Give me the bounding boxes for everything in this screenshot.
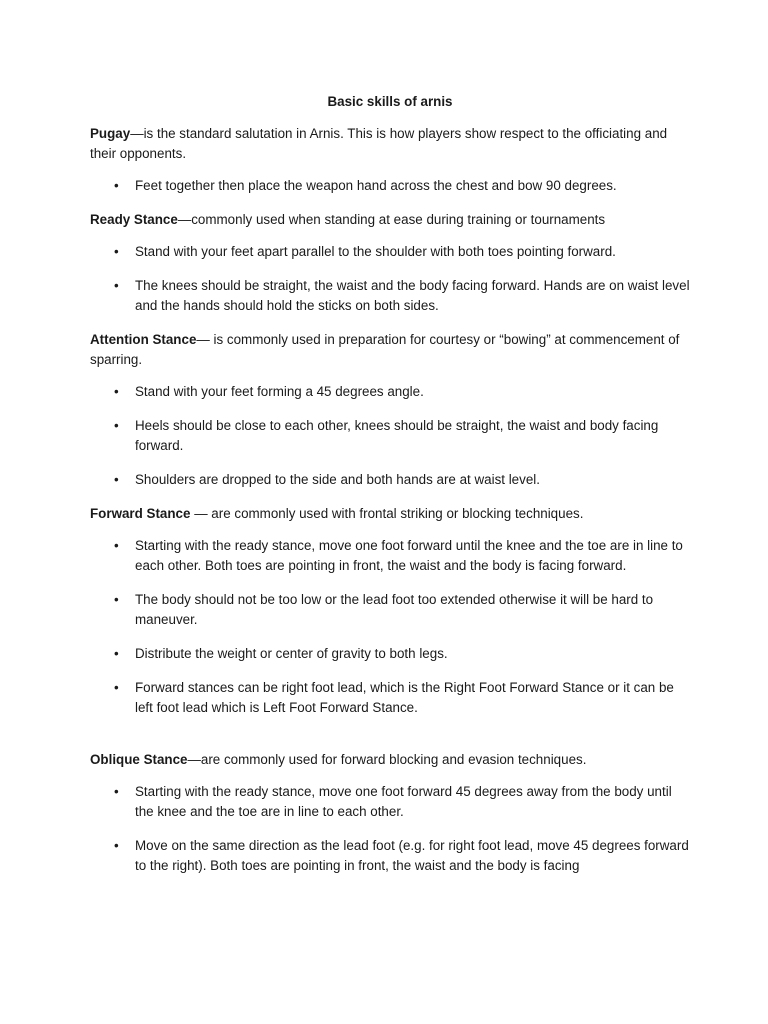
section-ready-stance: [90, 210, 690, 230]
bullet-text: Distribute the weight or center of gravity to both legs.: [135, 646, 448, 661]
bullet-text: Stand with your feet forming a 45 degrees angle.: [135, 384, 424, 399]
bullet-text: The knees should be straight, the waist and the body facing forward. Hands are on waist level and the hands should hold the sticks on both sides.: [135, 278, 690, 313]
list-item: [90, 782, 690, 822]
bullet-icon: •: [114, 178, 119, 193]
list-item: [90, 678, 690, 718]
bullet-icon: •: [114, 418, 119, 433]
definition-forward-stance: — are commonly used with frontal striking or blocking techniques.: [190, 506, 584, 521]
term-oblique-stance: Oblique Stance: [90, 752, 188, 767]
definition-pugay: —is the standard salutation in Arnis. This is how players show respect to the officiating and their opponents.: [90, 126, 668, 161]
list-item: [90, 590, 690, 630]
bullet-icon: •: [114, 472, 119, 487]
bullet-list-attention-stance: [90, 382, 690, 490]
bullet-icon: •: [114, 592, 119, 607]
document-title: Basic skills of arnis: [327, 94, 453, 109]
bullet-text: Starting with the ready stance, move one foot forward until the knee and the toe are in line to each other. Both toes are pointing in front, the waist and the body is facing forward.: [135, 538, 683, 573]
term-ready-stance: Ready Stance: [90, 212, 178, 227]
bullet-text: Heels should be close to each other, knees should be straight, the waist and body facing forward.: [135, 418, 659, 453]
list-item: [90, 176, 690, 196]
definition-ready-stance: —commonly used when standing at ease during training or tournaments: [177, 212, 606, 227]
bullet-list-oblique-stance: [90, 782, 690, 876]
bullet-text: Forward stances can be right foot lead, which is the Right Foot Forward Stance or it can be left foot lead which is Left Foot Forward Stance.: [135, 680, 674, 715]
section-pugay: [90, 124, 690, 164]
bullet-icon: •: [114, 838, 119, 853]
list-item: [90, 470, 690, 490]
list-item: [90, 276, 690, 316]
bullet-icon: •: [114, 538, 119, 553]
list-item: [90, 242, 690, 262]
bullet-text: Feet together then place the weapon hand across the chest and bow 90 degrees.: [135, 178, 617, 193]
document-page: [90, 92, 690, 890]
term-attention-stance: Attention Stance: [90, 332, 197, 347]
section-oblique-stance: [90, 750, 690, 770]
list-item: [90, 536, 690, 576]
bullet-icon: •: [114, 784, 119, 799]
list-item: [90, 836, 690, 876]
blank-line: [90, 732, 690, 750]
bullet-icon: •: [114, 244, 119, 259]
bullet-icon: •: [114, 646, 119, 661]
term-forward-stance: Forward Stance: [90, 506, 191, 521]
bullet-text: The body should not be too low or the lead foot too extended otherwise it will be hard to maneuver.: [135, 592, 654, 627]
section-forward-stance: [90, 504, 690, 524]
list-item: [90, 416, 690, 456]
bullet-list-ready-stance: [90, 242, 690, 316]
bullet-text: Move on the same direction as the lead foot (e.g. for right foot lead, move 45 degrees forward to the right). Both toes are pointing in front, the waist and the body is facing: [135, 838, 689, 873]
bullet-icon: •: [114, 278, 119, 293]
list-item: [90, 382, 690, 402]
bullet-text: Starting with the ready stance, move one foot forward 45 degrees away from the body until the knee and the toe are in line to each other.: [135, 784, 672, 819]
bullet-text: Stand with your feet apart parallel to the shoulder with both toes pointing forward.: [135, 244, 616, 259]
bullet-text: Shoulders are dropped to the side and both hands are at waist level.: [135, 472, 540, 487]
bullet-icon: •: [114, 680, 119, 695]
bullet-icon: •: [114, 384, 119, 399]
term-pugay: Pugay: [90, 126, 131, 141]
bullet-list-pugay: [90, 176, 690, 196]
definition-oblique-stance: —are commonly used for forward blocking and evasion techniques.: [187, 752, 587, 767]
list-item: [90, 644, 690, 664]
definition-attention-stance: — is commonly used in preparation for courtesy or “bowing” at commencement of sparring.: [90, 332, 680, 367]
section-attention-stance: [90, 330, 690, 370]
bullet-list-forward-stance: [90, 536, 690, 718]
